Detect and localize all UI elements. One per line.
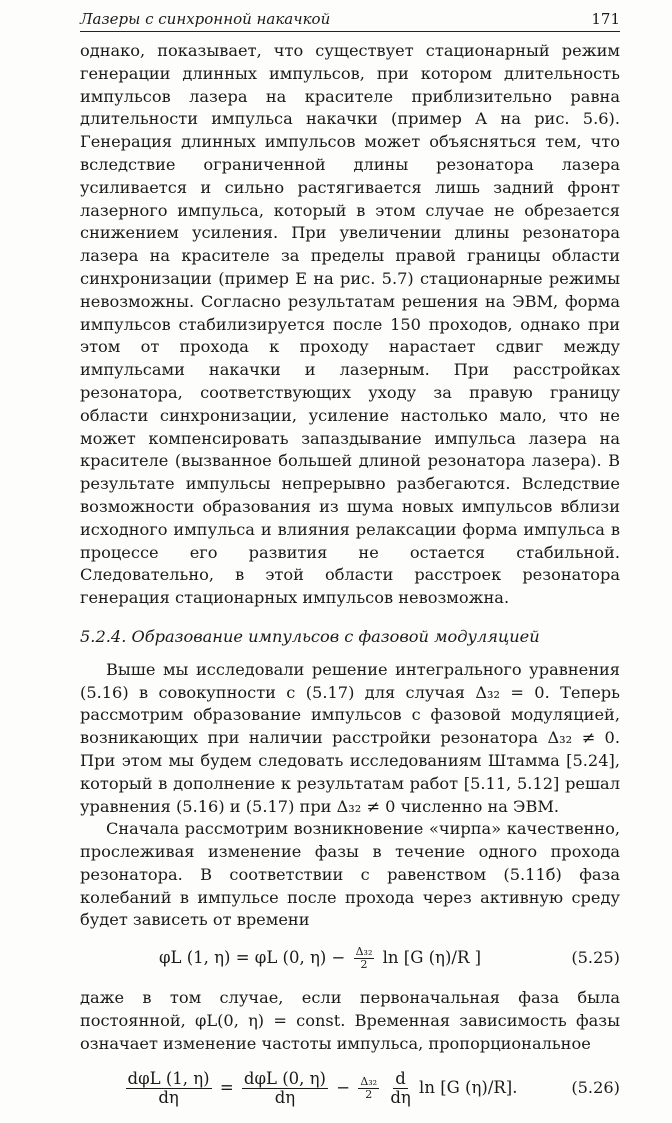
- eq2-equals: =: [219, 1078, 234, 1097]
- eq1-frac-num: Δ₃₂: [355, 945, 373, 959]
- equation-5-25-formula: [80, 946, 560, 971]
- equation-5-25: [80, 946, 620, 971]
- eq1-right: ln [G (η)/R ]: [382, 948, 482, 968]
- eq2-f2-num: dφL (0, η): [243, 1068, 326, 1088]
- body-text: [80, 40, 620, 1107]
- eq2-f4-num: d: [395, 1068, 406, 1088]
- eq1-frac-den: 2: [360, 958, 368, 972]
- running-title: Лазеры с синхронной накачкой: [80, 10, 331, 28]
- eq2-fraction-2: [242, 1070, 328, 1107]
- section-title: 5.2.4. Образование импульсов с фазовой модуляцией: [80, 626, 540, 646]
- equation-5-26-formula: [80, 1070, 560, 1107]
- running-header: [80, 10, 620, 32]
- equation-5-26-number: (5.26): [571, 1078, 620, 1098]
- equation-5-25-number: (5.25): [571, 948, 620, 968]
- eq1-left: φL (1, η) = φL (0, η) −: [158, 948, 346, 968]
- eq2-f2-den: dη: [274, 1088, 296, 1107]
- eq2-f1-den: dη: [158, 1088, 179, 1107]
- eq2-fraction-4: [390, 1070, 410, 1107]
- eq2-f3-num: Δ₃₂: [360, 1074, 378, 1088]
- paragraph-1: однако, показывает, что существует стационарный режим генерации длинных импульсов, при котором длительность импульсов лазера на красителе приблизительно равна длительности импульса накачки (пример А на рис. 5.6). Генерация длинных импульсов может объясняться тем, что вследствие ограниченной длины резонатора лазера усиливается и сильно растягивается лишь задний фронт лазерного импульса, который в этом случае не обрезается снижением усиления. При увеличении длины резонатора лазера на красителе за пределы правой границы области синхронизации (пример Е на рис. 5.7) стационарные режимы невозможны. Согласно результатам решения на ЭВМ, форма импульсов стабилизируется после 150 проходов, однако при этом от прохода к проходу нарастает сдвиг между импульсами накачки и лазерным. При расстройках резонатора, соответствующих уходу за правую границу области синхронизации, усиление настолько мало, что не может компенсировать запаздывание импульса лазера на красителе (вызванное большей длиной резонатора лазера). В результате импульсы непрерывно разбегаются. Вследствие возможности образования из шума новых импульсов вблизи исходного импульса и влияния релаксации форма импульса в процессе его развития не остается стабильной. Следовательно, в этой области расстроек резонатора генерация стационарных импульсов невозможна.: [80, 41, 620, 608]
- paragraph-3: Сначала рассмотрим возникновение «чирпа» качественно, прослеживая изменение фазы в течение одного прохода резонатора. В соответствии с равенством (5.11б) фаза колебаний в импульсе после прохода через активную среду будет зависеть от времени: [80, 819, 620, 930]
- eq2-fraction-1: [126, 1070, 212, 1107]
- equation-5-26: [80, 1070, 620, 1107]
- eq2-f4-den: dη: [390, 1088, 411, 1107]
- eq2-f1-num: dφL (1, η): [127, 1068, 210, 1088]
- book-page: [80, 10, 620, 1123]
- page-number: 171: [591, 10, 620, 28]
- paragraph-2: Выше мы исследовали решение интегрального уравнения (5.16) в совокупности с (5.17) для случая Δ₃₂ = 0. Теперь рассмотрим образование импульсов с фазовой модуляцией, возникающих при наличии расстройки резонатора Δ₃₂ ≠ 0. При этом мы будем следовать исследованиям Штамма [5.24], который в дополнение к результатам работ [5.11, 5.12] решал уравнения (5.16) и (5.17) при Δ₃₂ ≠ 0 численно на ЭВМ.: [80, 659, 620, 816]
- eq2-right: ln [G (η)/R].: [419, 1078, 518, 1097]
- eq2-fraction-3: [358, 1076, 379, 1101]
- paragraph-4: даже в том случае, если первоначальная фаза была постоянной, φL(0, η) = const. Временная зависимость фазы означает изменение частоты импульса, пропорциональное: [80, 988, 620, 1054]
- eq1-fraction: [354, 946, 375, 971]
- eq2-minus: −: [336, 1078, 351, 1097]
- eq2-f3-den: 2: [365, 1088, 373, 1101]
